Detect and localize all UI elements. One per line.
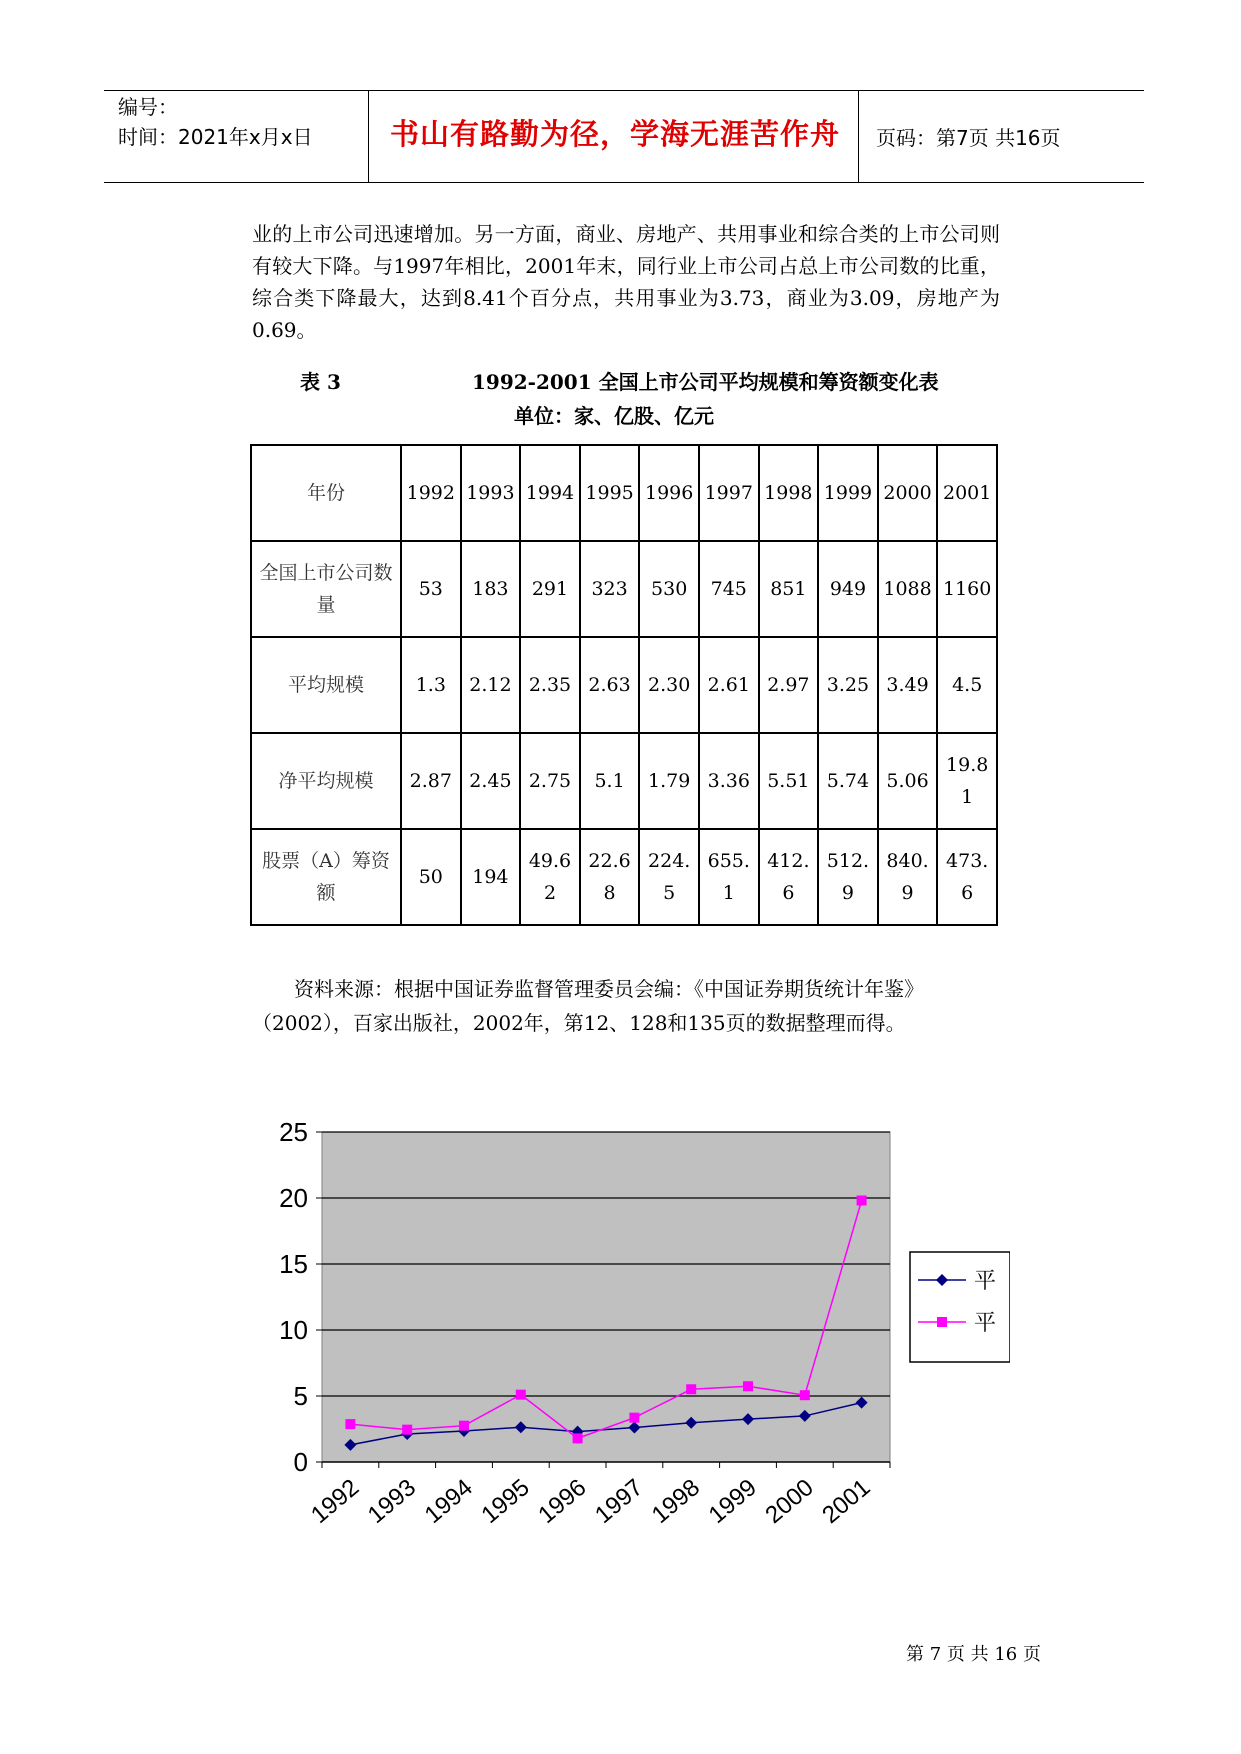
y-tick-label: 25 [279,1117,308,1147]
table-cell: 1996 [639,445,699,541]
data-point [629,1413,639,1423]
table-cell: 2.87 [401,733,461,829]
table-cell: 2.75 [520,733,580,829]
table-cell: 5.51 [759,733,819,829]
table-cell: 194 [461,829,521,925]
header-divider-left [368,90,369,182]
x-tick-label: 1997 [590,1473,649,1529]
header-motto: 书山有路勤为径，学海无涯苦作舟 [389,117,840,151]
table-cell: 1997 [699,445,759,541]
table-cell: 183 [461,541,521,637]
data-point [516,1390,526,1400]
table-cell: 1088 [878,541,938,637]
table-cell: 2.63 [580,637,640,733]
table-cell: 19.81 [937,733,997,829]
table-cell: 745 [699,541,759,637]
x-tick-label: 1992 [306,1473,365,1529]
data-table [250,444,998,926]
y-tick-label: 10 [279,1315,308,1345]
table-cell: 949 [818,541,878,637]
table-cell: 1992 [401,445,461,541]
table-cell: 2.30 [639,637,699,733]
table-cell: 2000 [878,445,938,541]
x-tick-label: 1995 [476,1473,535,1529]
row-label: 全国上市公司数量 [251,541,401,637]
x-tick-label: 2001 [817,1473,876,1529]
x-tick-label: 1996 [533,1473,592,1529]
table-row [251,637,997,733]
table-cell: 5.74 [818,733,878,829]
table-cell: 1995 [580,445,640,541]
x-tick-label: 2000 [760,1473,819,1529]
table-unit: 单位：家、亿股、亿元 [514,404,714,428]
x-tick-label: 1994 [419,1473,478,1529]
header-top-rule [104,90,1144,91]
table-cell: 4.5 [937,637,997,733]
data-point [573,1433,583,1443]
table-cell: 530 [639,541,699,637]
table-title: 1992-2001 全国上市公司平均规模和筹资额变化表 [472,370,939,394]
table-row [251,829,997,925]
table-cell: 1998 [759,445,819,541]
header-bottom-rule [104,182,1144,183]
y-tick-label: 20 [279,1183,308,1213]
table-cell: 840.9 [878,829,938,925]
table-cell: 1999 [818,445,878,541]
data-point [686,1384,696,1394]
table-cell: 50 [401,829,461,925]
table-cell: 323 [580,541,640,637]
table-cell: 22.68 [580,829,640,925]
table-cell: 3.25 [818,637,878,733]
row-label: 平均规模 [251,637,401,733]
x-tick-label: 1998 [646,1473,706,1529]
body-paragraph: 业的上市公司迅速增加。另一方面，商业、房地产、共用事业和综合类的上市公司则有较大下降。与1997年相比，2001年末，同行业上市公司占总上市公司数的比重，综合类下降最大，达到8.41个百分点，共用事业为3.73，商业为3.09，房地产为0.69。 [252,222,1000,342]
x-tick-label: 1993 [362,1473,422,1529]
table-cell: 1994 [520,445,580,541]
table-row [251,445,997,541]
document-time: 时间：2021年x月x日 [118,125,313,149]
table-row [251,733,997,829]
table-cell: 53 [401,541,461,637]
data-point [459,1421,469,1431]
data-point [345,1419,355,1429]
row-label: 净平均规模 [251,733,401,829]
table-number: 表 3 [300,370,341,394]
page-footer: 第 7 页 共 16 页 [906,1644,1041,1665]
table-cell: 2.35 [520,637,580,733]
legend-label: 平 [974,1269,997,1294]
table-cell: 2.12 [461,637,521,733]
data-point [800,1390,810,1400]
table-cell: 1993 [461,445,521,541]
table-cell: 2.61 [699,637,759,733]
y-tick-label: 0 [293,1447,308,1477]
y-tick-label: 5 [293,1381,308,1411]
table-cell: 5.06 [878,733,938,829]
table-cell: 1.79 [639,733,699,829]
row-label: 年份 [251,445,401,541]
table-cell: 49.62 [520,829,580,925]
table-row [251,541,997,637]
table-cell: 3.36 [699,733,759,829]
table-cell: 1160 [937,541,997,637]
table-cell: 851 [759,541,819,637]
document-number: 编号： [118,95,178,119]
table-cell: 224.5 [639,829,699,925]
table-cell: 512.9 [818,829,878,925]
y-tick-label: 15 [279,1249,308,1279]
source-note: 资料来源：根据中国证券监督管理委员会编：《中国证券期货统计年鉴》（2002），百家出版社，2002年，第12、128和135页的数据整理而得。 [252,977,924,1035]
legend-label: 平 [974,1311,997,1336]
table-cell: 5.1 [580,733,640,829]
table-cell: 1.3 [401,637,461,733]
x-tick-label: 1999 [703,1473,762,1529]
table-cell: 2.97 [759,637,819,733]
table-cell: 2.45 [461,733,521,829]
table-cell: 655.1 [699,829,759,925]
header-info [118,92,313,152]
table-cell: 3.49 [878,637,938,733]
table-cell: 473.6 [937,829,997,925]
header-page-number: 页码：第7页 共16页 [876,126,1061,150]
legend-marker [937,1317,947,1327]
data-point [402,1425,412,1435]
data-point [857,1196,867,1206]
table-cell: 291 [520,541,580,637]
row-label: 股票（A）筹资额 [251,829,401,925]
data-point [743,1381,753,1391]
table-cell: 2001 [937,445,997,541]
table-cell: 412.6 [759,829,819,925]
line-chart [250,1110,1010,1610]
